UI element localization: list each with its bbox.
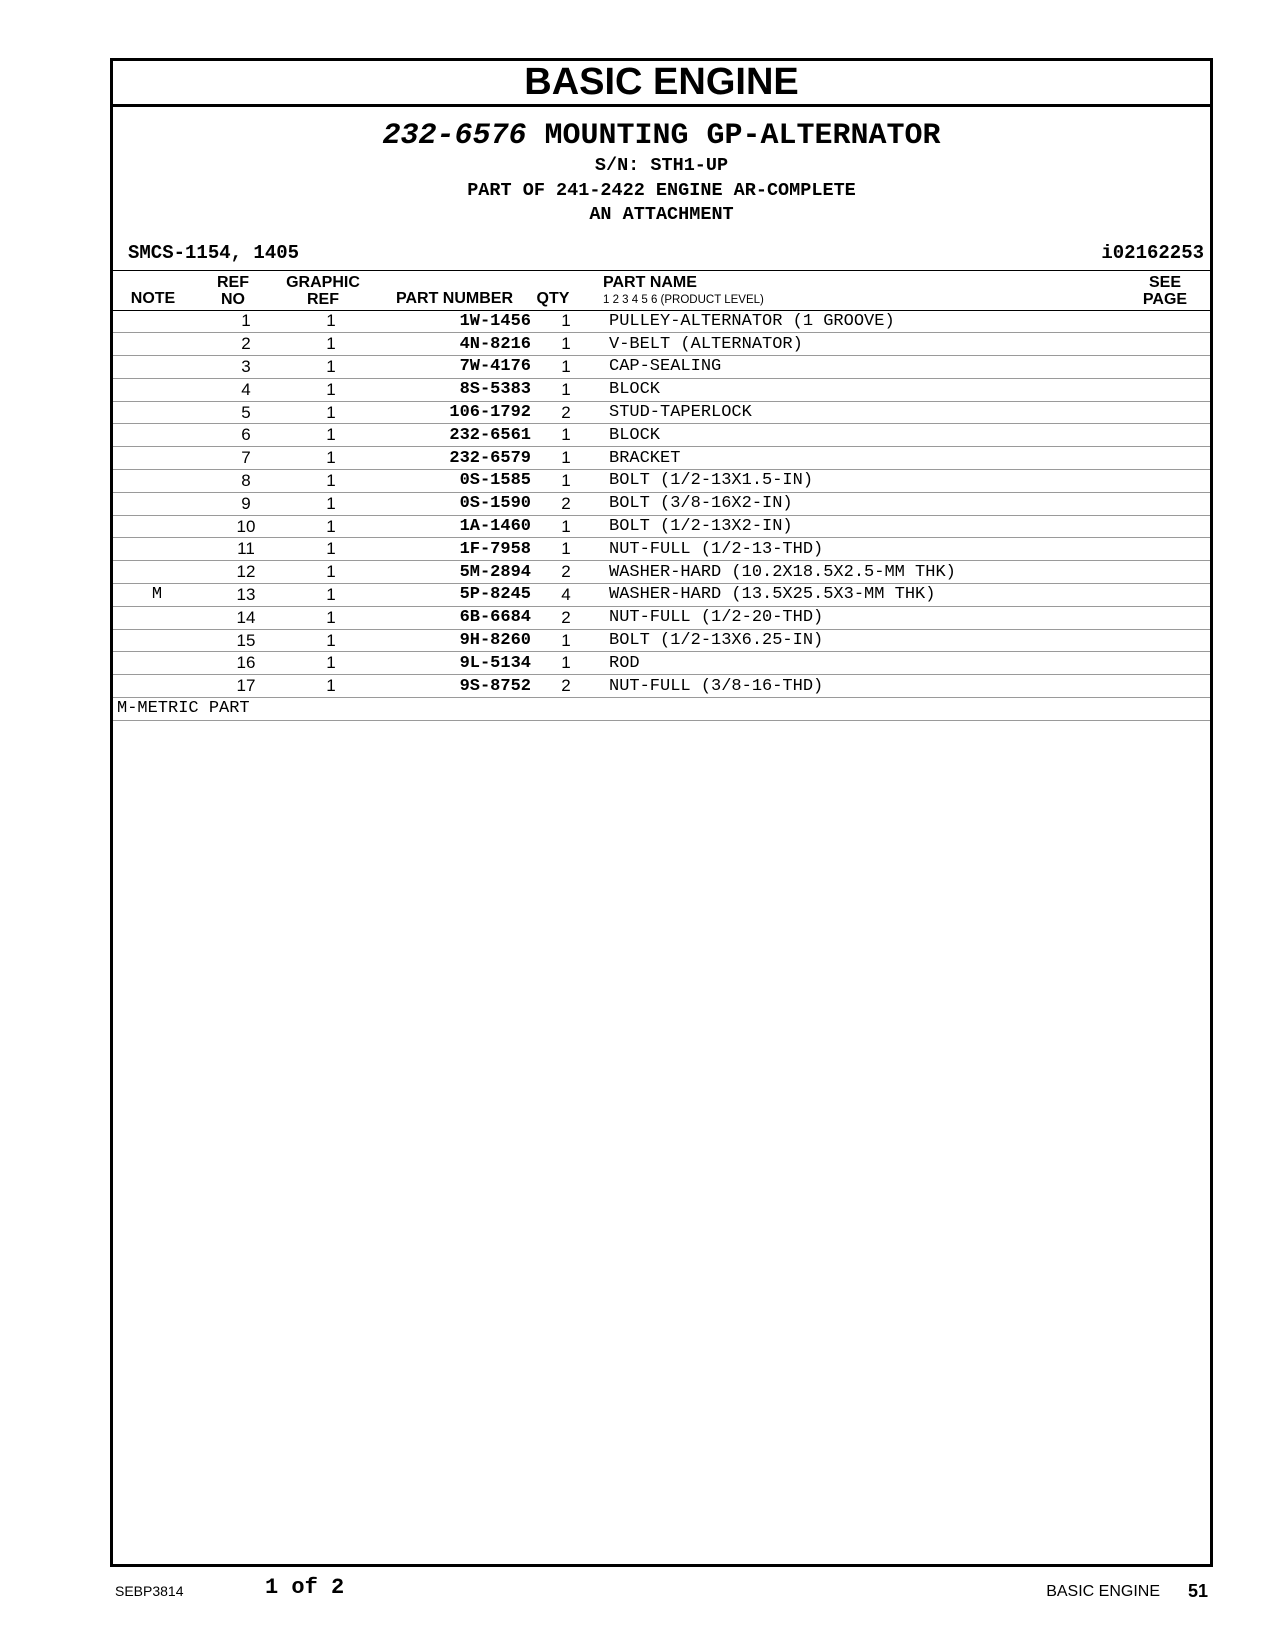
parts-table	[113, 311, 1210, 721]
header-graphic-top: GRAPHIC	[286, 273, 360, 291]
header-see-bottom: PAGE	[1142, 290, 1188, 308]
part-graphic-ref: 1	[271, 470, 391, 493]
part-graphic-ref: 1	[271, 652, 391, 675]
part-name: WASHER-HARD (13.5X25.5X3-MM THK)	[601, 584, 1210, 607]
part-number: 9L-5134	[391, 652, 531, 675]
part-ref-no: 10	[221, 515, 271, 538]
part-graphic-ref: 1	[271, 378, 391, 401]
publication-number: SEBP3814	[115, 1583, 184, 1599]
part-ref-no: 13	[221, 584, 271, 607]
part-note	[113, 515, 221, 538]
part-number: 4N-8216	[391, 333, 531, 356]
header-note: NOTE	[130, 289, 176, 307]
part-name: V-BELT (ALTERNATOR)	[601, 333, 1210, 356]
table-row	[113, 378, 1210, 401]
part-note	[113, 538, 221, 561]
part-qty: 1	[531, 356, 601, 379]
part-note	[113, 356, 221, 379]
attachment-line: AN ATTACHMENT	[589, 204, 734, 225]
table-row	[113, 629, 1210, 652]
table-row	[113, 470, 1210, 493]
part-name: ROD	[601, 652, 1210, 675]
reference-row	[113, 236, 1210, 271]
header-part-number: PART NUMBER	[395, 289, 513, 307]
header-see-top: SEE	[1148, 273, 1181, 291]
serial-number: S/N: STH1-UP	[594, 155, 729, 176]
part-note	[113, 401, 221, 424]
part-qty: 1	[531, 470, 601, 493]
part-number: 6B-6684	[391, 606, 531, 629]
part-ref-no: 14	[221, 606, 271, 629]
part-number: 5P-8245	[391, 584, 531, 607]
part-note	[113, 447, 221, 470]
part-name: BRACKET	[601, 447, 1210, 470]
part-name: CAP-SEALING	[601, 356, 1210, 379]
part-graphic-ref: 1	[271, 401, 391, 424]
part-ref-no: 17	[221, 675, 271, 698]
metric-note: M-METRIC PART	[113, 698, 1210, 721]
part-qty: 2	[531, 675, 601, 698]
footer-section: BASIC ENGINE	[1046, 1583, 1160, 1600]
table-row	[113, 447, 1210, 470]
part-note	[113, 606, 221, 629]
part-note	[113, 629, 221, 652]
part-name: BOLT (1/2-13X2-IN)	[601, 515, 1210, 538]
part-of-line: PART OF 241-2422 ENGINE AR-COMPLETE	[467, 179, 856, 201]
table-row	[113, 675, 1210, 698]
part-name: BLOCK	[601, 424, 1210, 447]
part-number: 1F-7958	[391, 538, 531, 561]
table-row	[113, 401, 1210, 424]
part-qty: 2	[531, 606, 601, 629]
part-ref-no: 8	[221, 470, 271, 493]
part-ref-no: 1	[221, 311, 271, 333]
part-graphic-ref: 1	[271, 447, 391, 470]
page-number: 51	[1187, 1581, 1208, 1601]
table-row	[113, 606, 1210, 629]
part-ref-no: 3	[221, 356, 271, 379]
part-qty: 4	[531, 584, 601, 607]
part-number: 1W-1456	[391, 311, 531, 333]
part-number: 9S-8752	[391, 675, 531, 698]
part-graphic-ref: 1	[271, 356, 391, 379]
part-number: 5M-2894	[391, 561, 531, 584]
part-note	[113, 470, 221, 493]
part-qty: 1	[531, 652, 601, 675]
part-name: BOLT (1/2-13X1.5-IN)	[601, 470, 1210, 493]
header-graphic-ref	[283, 274, 363, 308]
part-ref-no: 4	[221, 378, 271, 401]
part-qty: 1	[531, 424, 601, 447]
header-ref-no	[208, 274, 258, 308]
part-number: 0S-1590	[391, 492, 531, 515]
group-header	[113, 107, 1210, 228]
part-graphic-ref: 1	[271, 538, 391, 561]
part-note	[113, 378, 221, 401]
part-qty: 1	[531, 311, 601, 333]
header-product-levels: 1 2 3 4 5 6 (PRODUCT LEVEL)	[603, 293, 764, 306]
column-headers	[113, 271, 1210, 311]
table-row	[113, 584, 1210, 607]
part-name: BOLT (1/2-13X6.25-IN)	[601, 629, 1210, 652]
illustration-id: i02162253	[1101, 241, 1204, 264]
part-ref-no: 7	[221, 447, 271, 470]
part-name: BLOCK	[601, 378, 1210, 401]
part-qty: 1	[531, 447, 601, 470]
part-qty: 1	[531, 333, 601, 356]
page-footer	[115, 1575, 1210, 1605]
table-row	[113, 356, 1210, 379]
part-graphic-ref: 1	[271, 606, 391, 629]
group-name: MOUNTING GP-ALTERNATOR	[544, 119, 941, 153]
header-ref-no-bottom: NO	[221, 290, 245, 308]
header-graphic-bottom: REF	[307, 290, 339, 308]
part-number: 9H-8260	[391, 629, 531, 652]
part-number: 0S-1585	[391, 470, 531, 493]
table-row	[113, 652, 1210, 675]
group-title	[113, 118, 1210, 154]
page-frame	[110, 58, 1213, 1567]
part-name: PULLEY-ALTERNATOR (1 GROOVE)	[601, 311, 1210, 333]
part-name: NUT-FULL (3/8-16-THD)	[601, 675, 1210, 698]
table-row	[113, 538, 1210, 561]
table-row	[113, 424, 1210, 447]
section-title: BASIC ENGINE	[113, 61, 1210, 107]
part-note	[113, 492, 221, 515]
part-note	[113, 675, 221, 698]
part-ref-no: 2	[221, 333, 271, 356]
part-qty: 1	[531, 515, 601, 538]
header-ref-no-top: REF	[217, 273, 249, 291]
part-qty: 2	[531, 561, 601, 584]
part-note: M	[113, 584, 221, 607]
part-ref-no: 15	[221, 629, 271, 652]
part-graphic-ref: 1	[271, 311, 391, 333]
part-ref-no: 16	[221, 652, 271, 675]
part-graphic-ref: 1	[271, 333, 391, 356]
group-number: 232-6576	[382, 119, 527, 153]
part-note	[113, 311, 221, 333]
header-qty: QTY	[536, 289, 570, 307]
part-qty: 1	[531, 378, 601, 401]
table-row	[113, 333, 1210, 356]
part-note	[113, 333, 221, 356]
table-row	[113, 561, 1210, 584]
part-graphic-ref: 1	[271, 424, 391, 447]
part-name: NUT-FULL (1/2-20-THD)	[601, 606, 1210, 629]
smcs-code: SMCS-1154, 1405	[128, 241, 300, 264]
part-qty: 1	[531, 538, 601, 561]
part-name: NUT-FULL (1/2-13-THD)	[601, 538, 1210, 561]
part-number: 106-1792	[391, 401, 531, 424]
part-number: 7W-4176	[391, 356, 531, 379]
header-see-page	[1135, 274, 1195, 308]
part-note	[113, 561, 221, 584]
metric-note-row	[113, 698, 1210, 721]
part-ref-no: 11	[221, 538, 271, 561]
part-name: STUD-TAPERLOCK	[601, 401, 1210, 424]
table-row	[113, 515, 1210, 538]
part-graphic-ref: 1	[271, 675, 391, 698]
part-ref-no: 6	[221, 424, 271, 447]
part-graphic-ref: 1	[271, 629, 391, 652]
part-ref-no: 9	[221, 492, 271, 515]
part-ref-no: 5	[221, 401, 271, 424]
part-graphic-ref: 1	[271, 561, 391, 584]
part-name: WASHER-HARD (10.2X18.5X2.5-MM THK)	[601, 561, 1210, 584]
part-note	[113, 424, 221, 447]
part-number: 232-6561	[391, 424, 531, 447]
part-qty: 2	[531, 492, 601, 515]
part-number: 8S-5383	[391, 378, 531, 401]
part-qty: 2	[531, 401, 601, 424]
part-graphic-ref: 1	[271, 515, 391, 538]
part-note	[113, 652, 221, 675]
header-part-name: PART NAME	[603, 273, 697, 291]
table-row	[113, 311, 1210, 333]
part-name: BOLT (3/8-16X2-IN)	[601, 492, 1210, 515]
part-graphic-ref: 1	[271, 492, 391, 515]
part-graphic-ref: 1	[271, 584, 391, 607]
part-ref-no: 12	[221, 561, 271, 584]
part-number: 232-6579	[391, 447, 531, 470]
parts-body	[113, 311, 1210, 698]
part-qty: 1	[531, 629, 601, 652]
table-row	[113, 492, 1210, 515]
part-number: 1A-1460	[391, 515, 531, 538]
page-of: 1 of 2	[265, 1575, 345, 1600]
